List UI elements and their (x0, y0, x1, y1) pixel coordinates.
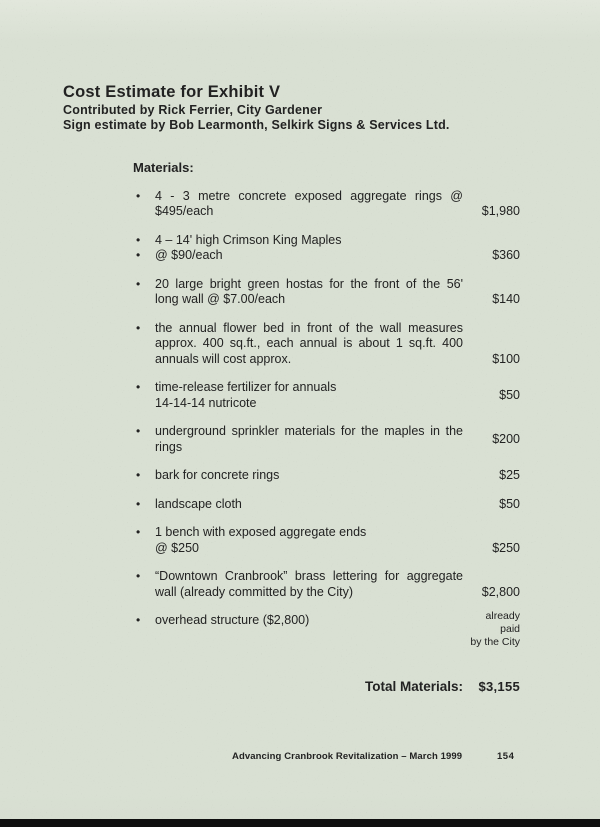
bullet-icon: • (136, 569, 141, 583)
bullet-icon: • (136, 468, 141, 482)
item-line: @ $90/each (155, 248, 223, 262)
materials-item (133, 468, 520, 484)
item-price: $1,980 (481, 204, 520, 218)
item-price: $2,800 (481, 584, 520, 599)
bullet-block (133, 248, 463, 264)
bullet-icon: • (136, 424, 141, 438)
bullet-block (133, 380, 463, 411)
byline-contributor: Contributed by Rick Ferrier, City Gardener (63, 103, 323, 117)
item-line: wall (already committed by the City) (155, 584, 353, 599)
bullet-lines (155, 497, 463, 513)
materials-item (133, 380, 520, 411)
item-text-cell (133, 525, 463, 556)
item-line: 1 bench with exposed aggregate ends (155, 525, 367, 539)
title-block (63, 83, 450, 133)
bullet-lines (155, 525, 463, 556)
bullet-lines (155, 613, 463, 629)
item-text-cell (133, 468, 463, 484)
bullet-icon: • (136, 613, 141, 627)
item-text-cell (133, 569, 463, 600)
bullet-block (133, 424, 463, 455)
materials-item (133, 610, 520, 649)
page-title: Cost Estimate for Exhibit V (63, 83, 281, 101)
item-line: 4 - 3 metre concrete exposed aggregate rings @ (155, 188, 463, 203)
bullet-lines (155, 277, 463, 308)
item-price: $100 (492, 351, 520, 366)
bullet-lines (155, 569, 463, 600)
total-row (133, 679, 520, 695)
bullet-icon: • (136, 320, 141, 335)
bullet-icon: • (136, 232, 141, 247)
item-price: $25 (499, 468, 520, 482)
bullet-lines (155, 468, 463, 484)
materials-item (133, 321, 520, 368)
item-text-cell (133, 233, 463, 264)
item-line: underground sprinkler materials for the maples in the (155, 424, 463, 438)
bullet-lines (155, 321, 463, 368)
page-number: 154 (497, 751, 515, 762)
total-label: Total Materials: (364, 679, 463, 694)
price-note-line: by the City (470, 636, 520, 648)
materials-item (133, 277, 520, 308)
item-line: approx. 400 sq.ft., each annual is about 1 sq.ft. 400 (155, 336, 463, 350)
bullet-block (133, 233, 463, 249)
materials-item (133, 525, 520, 556)
bullet-block (133, 525, 463, 556)
total-value: $3,155 (478, 679, 520, 694)
bullet-icon: • (136, 525, 141, 539)
item-text-cell (133, 321, 463, 368)
bullet-block (133, 277, 463, 308)
item-price: $50 (499, 496, 520, 511)
bullet-block (133, 189, 463, 220)
materials-heading: Materials: (133, 160, 194, 175)
bullet-icon: • (136, 380, 141, 394)
materials-section (133, 160, 520, 695)
item-line: 14-14-14 nutricote (155, 395, 257, 410)
item-line: overhead structure ($2,800) (155, 613, 310, 627)
bullet-lines (155, 189, 463, 220)
materials-item (133, 233, 520, 264)
materials-item (133, 189, 520, 220)
materials-items (133, 189, 520, 650)
item-text-cell (133, 497, 463, 513)
item-price: $360 (492, 248, 520, 262)
price-note-line: already paid (485, 610, 520, 635)
item-line: long wall @ $7.00/each (155, 292, 286, 306)
bullet-lines (155, 233, 463, 249)
item-line: $495/each (155, 204, 214, 218)
item-price: $50 (499, 387, 520, 402)
bullet-lines (155, 380, 463, 411)
bullet-block (133, 468, 463, 484)
item-line: annuals will cost approx. (155, 351, 292, 366)
bullet-block (133, 497, 463, 513)
item-text-cell (133, 613, 463, 629)
item-line: “Downtown Cranbrook” brass lettering for aggregate (155, 569, 463, 583)
item-line: landscape cloth (155, 496, 242, 511)
item-line: the annual flower bed in front of the wall measures (155, 320, 463, 335)
item-price: $200 (492, 431, 520, 446)
item-price: $140 (492, 292, 520, 306)
materials-item (133, 497, 520, 513)
item-price (463, 610, 520, 649)
item-price: $250 (492, 540, 520, 555)
bullet-icon: • (136, 496, 141, 511)
footer-text: Advancing Cranbrook Revitalization – March 1999 (232, 751, 463, 762)
scan-edge-strip (0, 819, 600, 827)
bullet-lines (155, 424, 463, 455)
item-line: bark for concrete rings (155, 468, 280, 482)
item-line: rings (155, 439, 183, 454)
bullet-icon: • (136, 248, 141, 262)
item-line: 4 – 14' high Crimson King Maples (155, 232, 342, 247)
item-line: time-release fertilizer for annuals (155, 380, 337, 394)
item-line: @ $250 (155, 540, 199, 555)
bullet-block (133, 321, 463, 368)
bullet-block (133, 613, 463, 629)
item-text-cell (133, 424, 463, 455)
item-line: 20 large bright green hostas for the front of the 56' (155, 276, 463, 291)
bullet-icon: • (136, 276, 141, 291)
bullet-lines (155, 248, 463, 264)
item-text-cell (133, 277, 463, 308)
bullet-block (133, 569, 463, 600)
item-text-cell (133, 380, 463, 411)
materials-item (133, 569, 520, 600)
byline-sign-estimate: Sign estimate by Bob Learmonth, Selkirk Signs & Services Ltd. (63, 118, 450, 132)
materials-item (133, 424, 520, 455)
bullet-icon: • (136, 188, 141, 203)
item-text-cell (133, 189, 463, 220)
